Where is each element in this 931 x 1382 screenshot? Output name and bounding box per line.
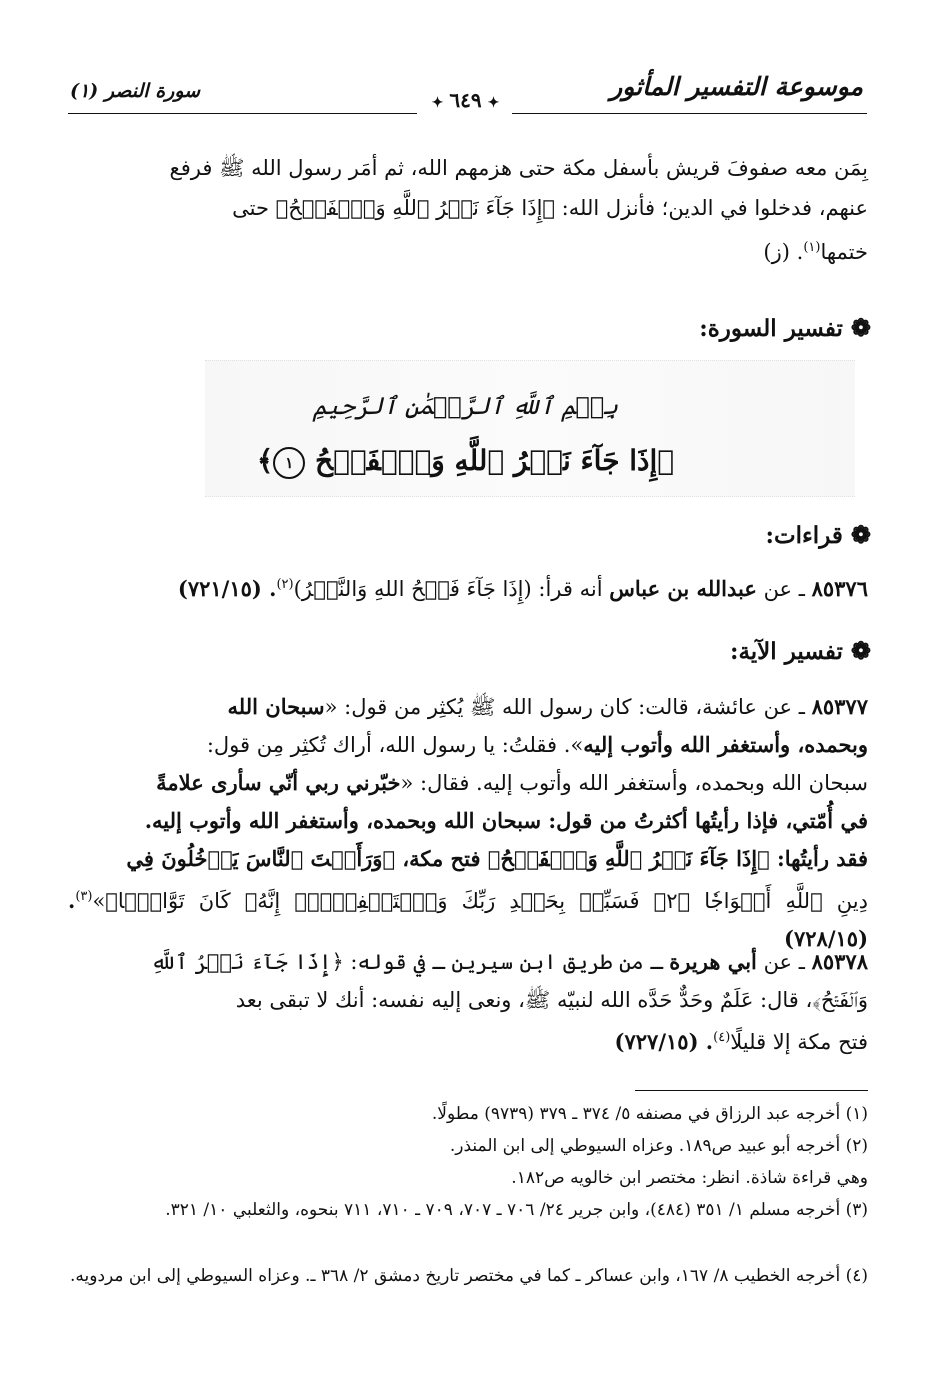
section-heading xyxy=(765,520,871,549)
hadith-85378-line xyxy=(68,943,868,981)
hadith-85377-line: في أُمّتي، فإذا رأيتُها أكثرتُ من قول: سبحان الله وبحمده، وأستغفر الله وأتوب إليه. xyxy=(144,808,868,833)
verse-body: ﴿إِذَا جَآءَ نَصۡرُ ٱللَّهِ وَٱلۡفَتۡحُ xyxy=(315,444,675,477)
flower-icon: ❁ xyxy=(850,636,871,665)
header-rule xyxy=(512,113,867,114)
hadith-text: سبحان الله وبحمده، وأستغفر الله وأتوب إليه. فقال: « xyxy=(400,771,868,795)
ornament-icon: ✦ xyxy=(431,95,444,111)
hadith-text: دِينِ ٱللَّهِ أَفۡوَاجٗا ﴿٢﴾ فَسَبِّحۡ بِحَمۡدِ رَبِّكَ وَٱسۡتَغۡفِرۡهُۚ إِنَّهُۥ كَانَ تَوَّابَۢا﴾» xyxy=(92,889,868,913)
hadith-number: ٨٥٣٧٦ xyxy=(811,576,868,601)
ayah-number-icon: ١ xyxy=(273,447,305,479)
footnote-2: (٢) أخرجه أبو عبيد ص١٨٩. وعزاه السيوطي إلى ابن المنذر. xyxy=(449,1136,868,1156)
intro-line: عنهم، فدخلوا في الدين؛ فأنزل الله: ﴿إِذَا جَآءَ نَصۡرُ ٱللَّهِ وَٱلۡفَتۡحُ﴾ حتى xyxy=(232,196,868,220)
header-rule xyxy=(68,113,417,114)
section-heading xyxy=(730,636,871,665)
intro-line xyxy=(68,228,868,272)
narrator: أبي هريرة xyxy=(669,949,757,974)
verse-text xyxy=(0,444,931,479)
hadith-number: ٨٥٣٧٨ xyxy=(811,949,868,974)
footnote-4: (٤) أخرجه الخطيب ٨/ ١٦٧، وابن عساكر ـ كما في مختصر تاريخ دمشق ٢/ ٣٦٨ ـ. وعزاه السيوطي إلى ابن مردويه. xyxy=(70,1266,868,1286)
section-title: تفسير الآية: xyxy=(729,638,843,665)
footnote-ref[interactable]: (١) xyxy=(803,240,821,255)
footnote-3: (٣) أخرجه مسلم ١/ ٣٥١ (٤٨٤)، وابن جرير ٢٤/ ٧٠٦ ـ ٧٠٧، ٧٠٩ ـ ٧١٠، ٧١١ بنحوه، والثعلبي ١٠/ ٣٢١. xyxy=(165,1200,868,1220)
flower-icon: ❁ xyxy=(850,520,871,549)
source-ref: . (٧٢٨/١٥) xyxy=(68,888,868,951)
hadith-85378-line: وَٱلۡفَتۡحُ﴾، قال: عَلَمٌ وحَدٌّ حَدَّه الله لنبيّه ﷺ، ونعى إليه نفسه: أنك لا تبقى بعد xyxy=(235,988,868,1012)
hadith-text: سبحان الله xyxy=(227,694,325,719)
verse-close: ﴾ xyxy=(256,444,274,477)
section-title: تفسير السورة: xyxy=(699,315,843,342)
hadith-text: فتح مكة إلا قليلًا xyxy=(730,1030,868,1054)
intro-line: بِمَن معه صفوفَ قريش بأسفل مكة حتى هزمهم الله، ثم أمَر رسول الله ﷺ فرفع xyxy=(169,156,868,180)
page-number-box xyxy=(0,88,931,112)
hadith-85376 xyxy=(68,565,868,609)
hadith-text: ـ عن عائشة، قالت: كان رسول الله ﷺ يُكثِر من قول: « xyxy=(324,695,812,719)
hadith-85377-line: فقد رأيتُها: ﴿إِذَا جَآءَ نَصۡرُ ٱللَّهِ وَٱلۡفَتۡحُ﴾ فتح مكة، ﴿وَرَأَيۡتَ ٱلنَّاسَ يَدۡخُلُونَ فِي xyxy=(126,846,868,871)
book-title: موسوعة التفسير المأثور xyxy=(610,72,863,101)
footnote-ref[interactable]: (٤) xyxy=(713,1030,731,1045)
flower-icon: ❁ xyxy=(850,313,871,342)
section-heading xyxy=(699,313,871,342)
footnote-rule xyxy=(635,1090,868,1091)
source-ref: . (٧٢١/١٥) xyxy=(177,576,277,601)
footnote-1: (١) أخرجه عبد الرزاق في مصنفه ٥/ ٣٧٤ ـ ٣٧٩ (٩٧٣٩) مطولًا. xyxy=(431,1104,868,1124)
hadith-text: أنه قرأ: (إِذَا جَآءَ فَتۡحُ اللهِ وَالنَّصۡرُ) xyxy=(293,577,610,601)
intro-text: ختمها xyxy=(820,240,868,264)
hadith-text: ـ من طريق ابن سيرين ـ في قوله: ﴿إِذَا جَآءَ نَصۡرُ ٱللَّهِ xyxy=(150,950,670,974)
narrator: عبدالله بن عباس xyxy=(609,576,757,601)
intro-text: . (ز) xyxy=(763,240,804,264)
hadith-text: ـ عن xyxy=(756,577,812,601)
footnote-ref[interactable]: (٢) xyxy=(276,577,294,592)
footnote-ref[interactable]: (٣) xyxy=(75,889,93,904)
hadith-text: خبّرني ربي أنّي سأرى علامةً xyxy=(156,770,401,795)
hadith-text: ». فقلتُ: يا رسول الله، أراك تُكثِر مِن قول: xyxy=(206,733,584,757)
source-ref: . (٧٢٧/١٥) xyxy=(614,1029,714,1054)
hadith-text: وبحمده، وأستغفر الله وأتوب إليه xyxy=(583,732,868,757)
hadith-number: ٨٥٣٧٧ xyxy=(811,694,868,719)
ornament-icon: ✦ xyxy=(487,95,500,111)
footnote-2-cont: وهي قراءة شاذة. انظر: مختصر ابن خالويه ص١٨٢. xyxy=(511,1168,868,1188)
hadith-85377-line xyxy=(68,764,868,802)
hadith-text: ـ عن xyxy=(756,950,812,974)
hadith-85377-line xyxy=(68,726,868,764)
basmala: بِسۡمِ ٱللَّهِ ٱلرَّحۡمَٰنِ ٱلرَّحِيمِ xyxy=(312,392,619,420)
hadith-85377-line xyxy=(68,688,868,726)
hadith-85378-line xyxy=(68,1019,868,1061)
section-title: قراءات: xyxy=(765,522,843,549)
page-number: ٦٤٩ xyxy=(449,88,482,112)
surah-title: سورة النصر (١) xyxy=(70,80,201,102)
